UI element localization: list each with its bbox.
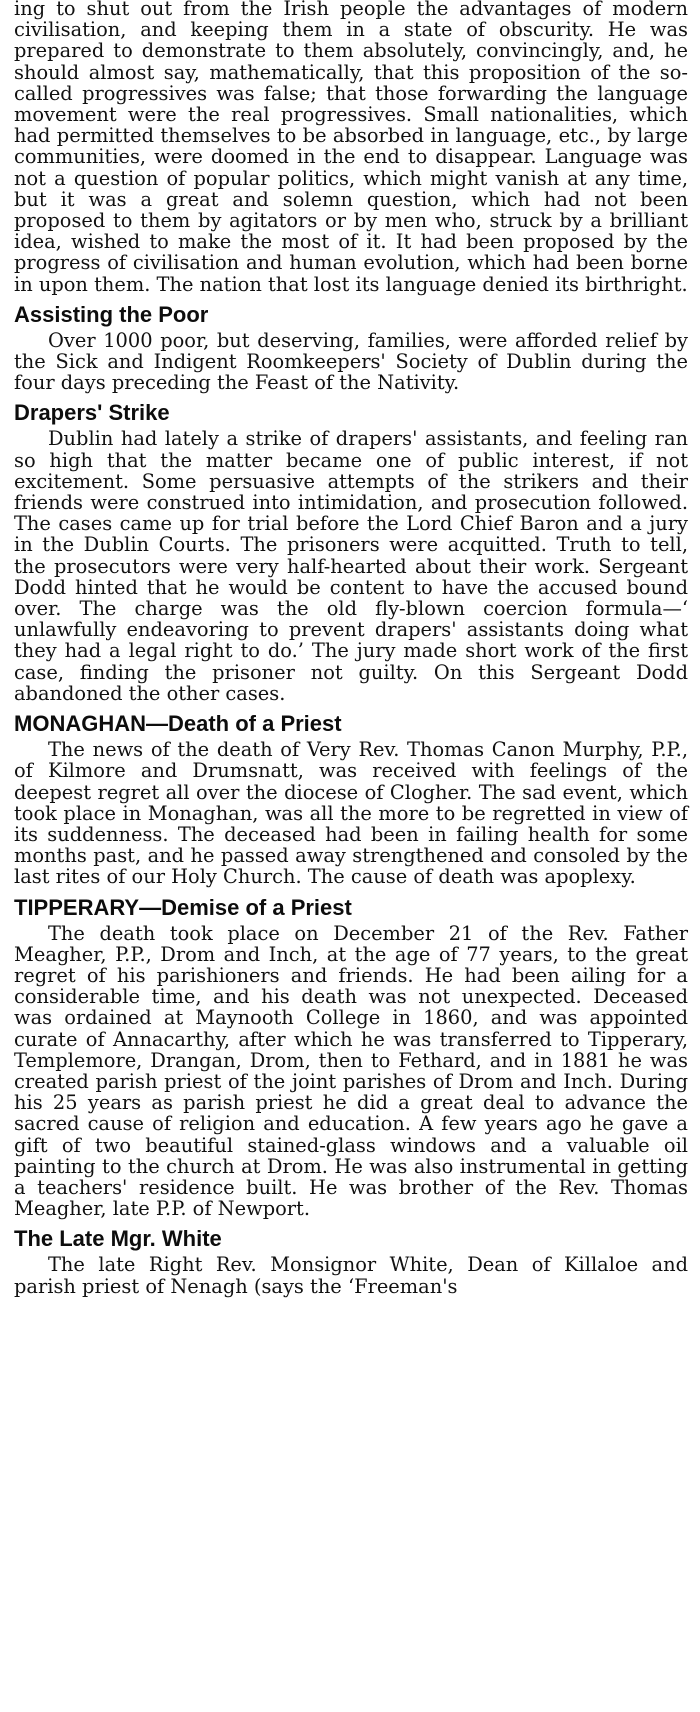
article-late-mgr-white bbox=[14, 1225, 688, 1296]
article-drapers-strike bbox=[14, 399, 688, 704]
article-paragraph: The news of the death of Very Rev. Thomas Canon Murphy, P.P., of Kilmore and Drumsnatt, was received with feelings of the deepest regret all over the diocese of Clogher. The sad event, which took place in Monaghan, was all the more to be regretted in view of its suddenness. The deceased had been in failing health for some months past, and he passed away strengthened and consoled by the last rites of our Holy Church. The cause of death was apoplexy. bbox=[14, 738, 688, 889]
article-paragraph: Dublin had lately a strike of drapers' assistants, and feeling ran so high that the matter became one of public interest, if not excitement. Some persuasive attempts of the strikers and their friends were construed into intimidation, and prosecution followed. The cases came up for trial before the Lord Chief Baron and a jury in the Dublin Courts. The prisoners were acquitted. Truth to tell, the prosecutors were very half-hearted about their work. Sergeant Dodd hinted that he would be content to have the accused bound over. The charge was the old fly-blown coercion formula—‘ unlawfully endeavoring to prevent drapers' assistants doing what they had a legal right to do.’ The jury made short work of the first case, finding the prisoner not guilty. On this Sergeant Dodd abandoned the other cases. bbox=[14, 427, 688, 705]
article-tipperary-demise-of-a-priest bbox=[14, 894, 688, 1220]
article-heading: TIPPERARY—Demise of a Priest bbox=[14, 894, 352, 920]
article-paragraph: ing to shut out from the Irish people the advantages of modern civilisation, and keeping them in a state of obscurity. He was prepared to demonstrate to them absolutely, convincingly, and, he should almost say, mathematically, that this proposition of the so-called progressives was false; that those forwarding the language movement were the real progressives. Small nationalities, which had permitted themselves to be absorbed in language, etc., by large communities, were doomed in the end to disappear. Language was not a question of popular politics, which might vanish at any time, but it was a great and solemn question, which had not been proposed to them by agitators or by men who, struck by a brilliant idea, wished to make the most of it. It had been proposed by the progress of civilisation and human evolution, which had been borne in upon them. The nation that lost its language denied its birthright. bbox=[14, 0, 688, 296]
article-heading: Drapers' Strike bbox=[14, 400, 170, 426]
article-paragraph: Over 1000 poor, but deserving, families, were afforded relief by the Sick and Indigent Roomkeepers' Society of Dublin during the four days preceding the Feast of the Nativity. bbox=[14, 328, 688, 395]
article-heading: Assisting the Poor bbox=[14, 301, 209, 327]
article-language-movement bbox=[14, 0, 688, 295]
article-paragraph: The late Right Rev. Monsignor White, Dean of Killaloe and parish priest of Nenagh (says the ‘Freeman's bbox=[14, 1253, 688, 1298]
article-monaghan-death-of-a-priest bbox=[14, 710, 688, 887]
article-heading: The Late Mgr. White bbox=[14, 1226, 222, 1252]
article-paragraph: The death took place on December 21 of the Rev. Father Meagher, P.P., Drom and Inch, at the age of 77 years, to the great regret of his parishioners and friends. He had been ailing for a considerable time, and his death was not unexpected. Deceased was ordained at Maynooth College in 1860, and was appointed curate of Annacarthy, after which he was transferred to Tipperary, Templemore, Drangan, Drom, then to Fethard, and in 1881 he was created parish priest of the joint parishes of Drom and Inch. During his 25 years as parish priest he did a great deal to advance the sacred cause of religion and education. A few years ago he gave a gift of two beautiful stained-glass windows and a valuable oil painting to the church at Drom. He was also instrumental in getting a teachers' residence built. He was brother of the Rev. Thomas Meagher, late P.P. of Newport. bbox=[14, 921, 688, 1221]
article-heading: MONAGHAN—Death of a Priest bbox=[14, 711, 342, 737]
article-assisting-the-poor bbox=[14, 301, 688, 394]
